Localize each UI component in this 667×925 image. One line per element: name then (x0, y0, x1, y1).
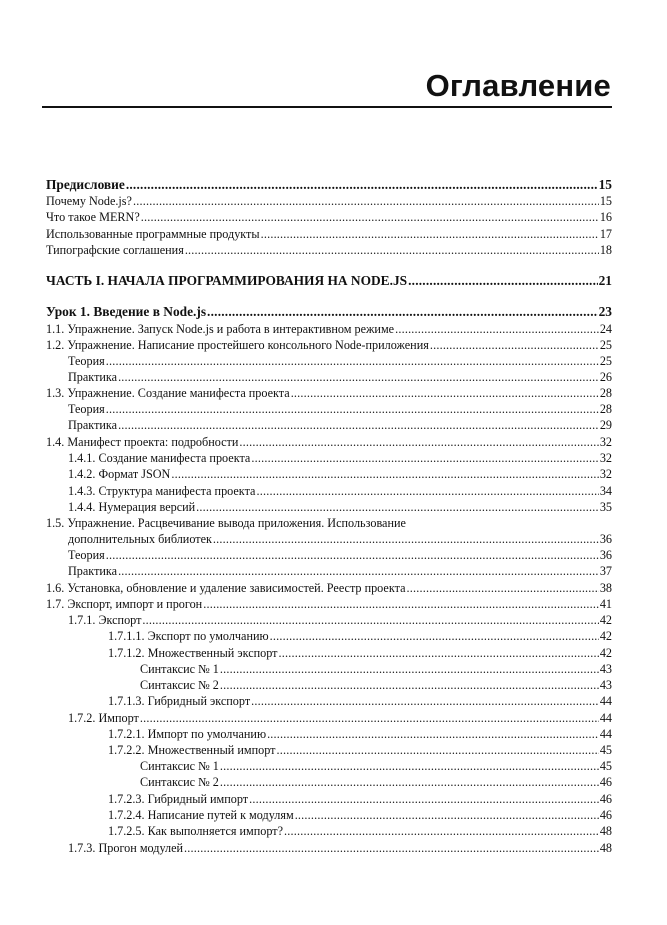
toc-entry-label: 1.2. Упражнение. Написание простейшего консольного Node-приложения (46, 338, 429, 352)
toc-entry-label: Теория (68, 548, 105, 562)
toc-entry-label: Практика (68, 418, 118, 432)
toc-entry-label: 1.3. Упражнение. Создание манифеста проекта (46, 386, 290, 400)
toc-entry-page: 46 (599, 808, 612, 822)
toc-entry (140, 759, 612, 773)
toc-entry-page: 23 (598, 304, 612, 319)
toc-entry-page: 28 (599, 402, 612, 416)
title-rule (42, 106, 612, 108)
toc-entry-label: 1.7.2.4. Написание путей к модулям (108, 808, 294, 822)
toc-entry (108, 694, 612, 708)
toc-entry (46, 322, 612, 336)
toc-entry-page: 26 (599, 370, 612, 384)
toc-entry-label: Урок 1. Введение в Node.js (46, 304, 207, 319)
toc-entry-label: 1.4.2. Формат JSON (68, 467, 171, 481)
toc-entry-page: 48 (599, 824, 612, 838)
toc-entry-label: 1.7.3. Прогон модулей (68, 841, 184, 855)
toc-entry (46, 581, 612, 595)
page-title: Оглавление (425, 68, 611, 103)
toc-entry (46, 597, 612, 611)
toc-entry (108, 629, 612, 643)
toc-part-entry (46, 273, 612, 289)
toc-entry-page: 36 (599, 532, 612, 546)
toc-entry-page: 18 (599, 243, 612, 257)
toc-entry-page: 25 (599, 354, 612, 368)
toc-entry (68, 711, 612, 725)
toc-entry-page: 32 (599, 451, 612, 465)
toc-entry-label: Синтаксис № 2 (140, 775, 219, 789)
toc-entry-label: 1.4.1. Создание манифеста проекта (68, 451, 251, 465)
toc-entry-page: 45 (599, 759, 612, 773)
toc-entry (46, 210, 612, 224)
toc-entry-page: 25 (599, 338, 612, 352)
toc-entry (68, 354, 612, 368)
toc-entry-label: 1.1. Упражнение. Запуск Node.js и работа в интерактивном режиме (46, 322, 395, 336)
toc-entry-page: 24 (599, 322, 612, 336)
toc-entry (108, 743, 612, 757)
toc-entry-page: 17 (599, 227, 612, 241)
toc-entry-label: Предисловие (46, 177, 125, 192)
toc-entry-page: 43 (599, 662, 612, 676)
toc-entry-label: 1.6. Установка, обновление и удаление зависимостей. Реестр проекта (46, 581, 406, 595)
toc-entry (68, 370, 612, 384)
toc-entry-page: 43 (599, 678, 612, 692)
toc-entry (68, 402, 612, 416)
toc-entry-label: Практика (68, 564, 118, 578)
toc-entry (108, 824, 612, 838)
toc-lesson-entry (46, 304, 612, 320)
toc-entry-page: 16 (599, 210, 612, 224)
toc-entry-page: 15 (599, 194, 612, 208)
toc-entry (46, 338, 612, 352)
toc-entry-label: 1.7.1.3. Гибридный экспорт (108, 694, 251, 708)
toc-entry-label: 1.7.2.5. Как выполняется импорт? (108, 824, 284, 838)
toc-entry-label: 1.7.2. Импорт (68, 711, 139, 725)
toc-entry (46, 227, 612, 241)
toc-entry (108, 792, 612, 806)
toc-entry-page: 29 (599, 418, 612, 432)
toc-entry (140, 662, 612, 676)
toc-entry-label: Использованные программные продукты (46, 227, 260, 241)
toc-entry-page: 36 (599, 548, 612, 562)
toc-entry-page: 44 (599, 694, 612, 708)
toc-entry (68, 451, 612, 465)
toc-entry (68, 564, 612, 578)
toc-entry-label: 1.7.1. Экспорт (68, 613, 142, 627)
toc-entry-page: 46 (599, 792, 612, 806)
toc-entry-label: 1.7.1.1. Экспорт по умолчанию (108, 629, 269, 643)
toc-entry-page: 38 (599, 581, 612, 595)
toc-entry-label: ЧАСТЬ I. НАЧАЛА ПРОГРАММИРОВАНИЯ НА NODE.JS (46, 273, 408, 288)
toc-entry-label: 1.4. Манифест проекта: подробности (46, 435, 239, 449)
toc-entry-page: 45 (599, 743, 612, 757)
toc-entry (68, 532, 612, 546)
toc-entry-label: 1.7.2.2. Множественный импорт (108, 743, 276, 757)
toc-entry (108, 808, 612, 822)
toc-entry-label: Почему Node.js? (46, 194, 132, 208)
toc-entry-page: 35 (599, 500, 612, 514)
toc-entry-page: 46 (599, 775, 612, 789)
toc-entry (68, 841, 612, 855)
toc-entry-page: 42 (599, 646, 612, 660)
toc-entry-label: 1.7.2.1. Импорт по умолчанию (108, 727, 267, 741)
toc-entry-label: 1.4.3. Структура манифеста проекта (68, 484, 256, 498)
toc-entry (68, 548, 612, 562)
toc-entry-label: Синтаксис № 1 (140, 759, 219, 773)
toc-entry-page: 42 (599, 629, 612, 643)
toc-entry-label: 1.5. Упражнение. Расцвечивание вывода приложения. Использование (46, 516, 406, 530)
toc-entry-page: 48 (599, 841, 612, 855)
toc-entry-page: 34 (599, 484, 612, 498)
toc-entry (140, 678, 612, 692)
toc-entry-label: Теория (68, 354, 105, 368)
toc-entry (108, 727, 612, 741)
toc-entry (46, 243, 612, 257)
toc-entry (46, 194, 612, 208)
toc-entry (68, 484, 612, 498)
toc-entry-page: 42 (599, 613, 612, 627)
toc-entry-page: 41 (599, 597, 612, 611)
toc-entry (46, 177, 612, 193)
toc-entry-label: Типографские соглашения (46, 243, 184, 257)
toc-entry (46, 435, 612, 449)
toc-entry-label: Синтаксис № 2 (140, 678, 219, 692)
toc-entry (108, 646, 612, 660)
toc-entry-page: 21 (598, 273, 612, 288)
toc-entry (46, 386, 612, 400)
toc-entry (68, 500, 612, 514)
toc-entry-page: 44 (599, 711, 612, 725)
toc-entry-page: 28 (599, 386, 612, 400)
toc-entry (140, 775, 612, 789)
toc-entry-page: 37 (599, 564, 612, 578)
toc-entry-label: Теория (68, 402, 105, 416)
toc-entry-page: 44 (599, 727, 612, 741)
toc-entry-label: Синтаксис № 1 (140, 662, 219, 676)
toc-entry-label: 1.4.4. Нумерация версий (68, 500, 196, 514)
toc-entry (68, 418, 612, 432)
toc-entry (68, 613, 612, 627)
toc-entry-label: 1.7. Экспорт, импорт и прогон (46, 597, 203, 611)
toc-entry-page: 15 (598, 177, 612, 192)
toc-entry-page: 32 (599, 467, 612, 481)
toc-entry-label: Что такое MERN? (46, 210, 140, 224)
toc-entry-label: дополнительных библиотек (68, 532, 212, 546)
toc-entry-label: Практика (68, 370, 118, 384)
toc-entry-label: 1.7.2.3. Гибридный импорт (108, 792, 249, 806)
toc-entry-page: 32 (599, 435, 612, 449)
toc-entry-label: 1.7.1.2. Множественный экспорт (108, 646, 278, 660)
toc-entry (68, 467, 612, 481)
